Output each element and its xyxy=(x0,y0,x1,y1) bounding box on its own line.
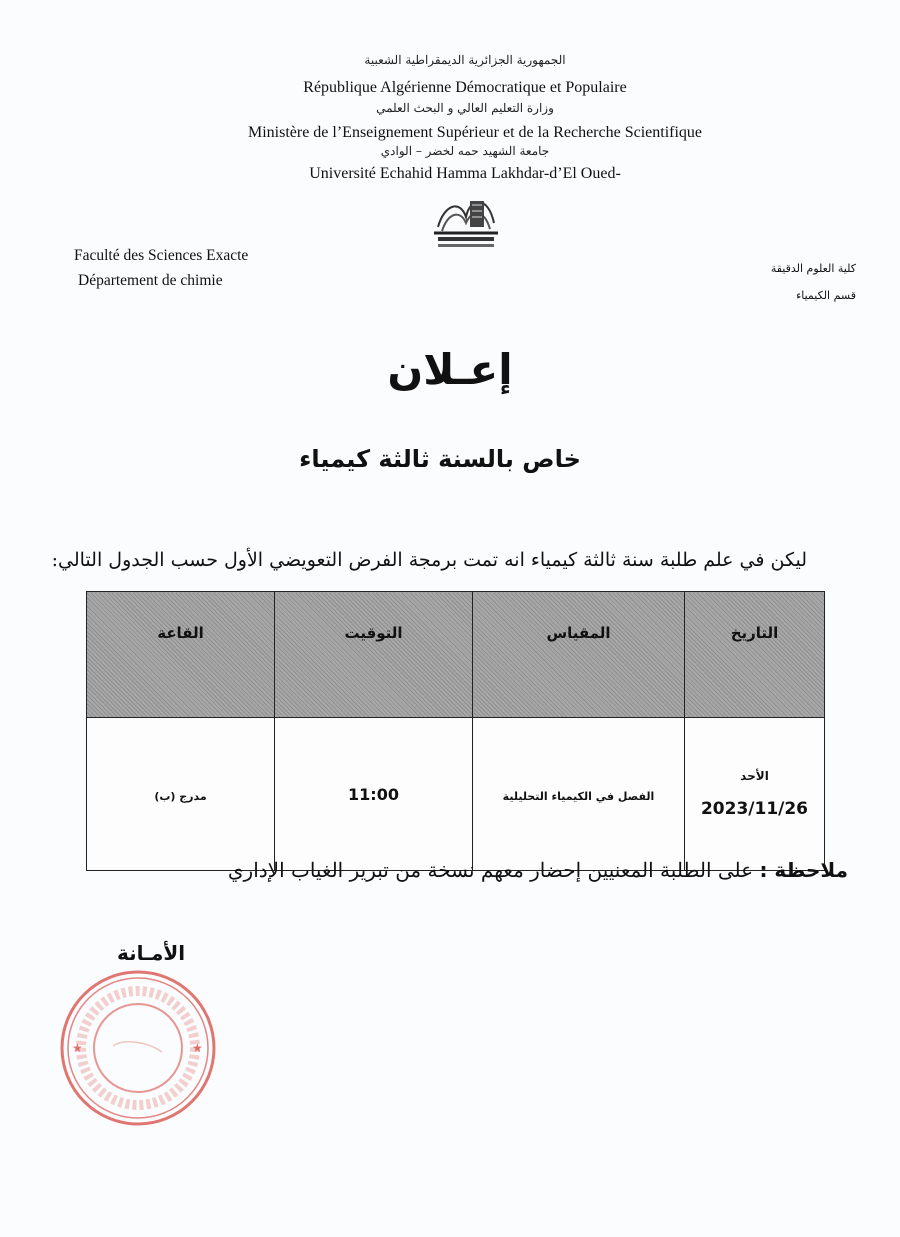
republic-ar: الجمهورية الجزائرية الديمقراطية الشعبية xyxy=(364,53,566,67)
official-stamp-icon xyxy=(58,968,218,1133)
date-value: 2023/11/26 xyxy=(700,799,809,819)
university-logo-icon xyxy=(430,187,502,258)
announcement-intro: ليكن في علم طلبة سنة ثالثة كيمياء انه تمت برمجة الفرض التعويضي الأول حسب الجدول التالي: xyxy=(51,549,807,571)
table-header-row xyxy=(87,592,825,718)
cell-time xyxy=(275,718,473,871)
republic-fr: République Algérienne Démocratique et Populaire xyxy=(303,79,627,96)
note xyxy=(228,858,848,882)
day-label: الأحد xyxy=(740,769,769,783)
header-time: التوقيت xyxy=(275,592,473,718)
university-fr: Université Echahid Hamma Lakhdar-d’El Oued- xyxy=(309,165,621,182)
note-label: ملاحظة : xyxy=(759,858,848,882)
university-ar: جامعة الشهيد حمه لخضر – الوادي xyxy=(380,144,550,158)
schedule-table xyxy=(86,591,825,871)
header-module: المقياس xyxy=(473,592,685,718)
department-fr: Département de chimie xyxy=(78,272,223,289)
signature-title: الأمـانة xyxy=(117,941,186,965)
cell-module xyxy=(473,718,685,871)
svg-text:★: ★ xyxy=(72,1041,83,1055)
announcement-subtitle: خاص بالسنة ثالثة كيمياء xyxy=(299,445,581,473)
faculty-fr: Faculté des Sciences Exacte xyxy=(74,247,249,264)
table-row xyxy=(87,718,825,871)
department-ar: قسم الكيمياء xyxy=(796,289,856,302)
module-name: الفصل في الكيمياء التحليلية xyxy=(502,789,655,803)
announcement-title: إعـلان xyxy=(387,345,513,394)
note-text: على الطلبة المعنيين إحضار معهم نسخة من تبرير الغياب الإداري xyxy=(227,858,754,882)
room-name: مدرج (ب) xyxy=(154,789,207,803)
header-date: التاريخ xyxy=(685,592,825,718)
cell-date xyxy=(685,718,825,871)
time-value: 11:00 xyxy=(348,784,399,804)
ministry-ar: وزارة التعليم العالي و البحث العلمي xyxy=(376,101,554,115)
ministry-fr: Ministère de l’Enseignement Supérieur et de la Recherche Scientifique xyxy=(247,124,703,141)
header-room: القاعة xyxy=(87,592,275,718)
faculty-ar: كلية العلوم الدقيقة xyxy=(770,262,856,275)
cell-room xyxy=(87,718,275,871)
svg-text:★: ★ xyxy=(192,1041,203,1055)
